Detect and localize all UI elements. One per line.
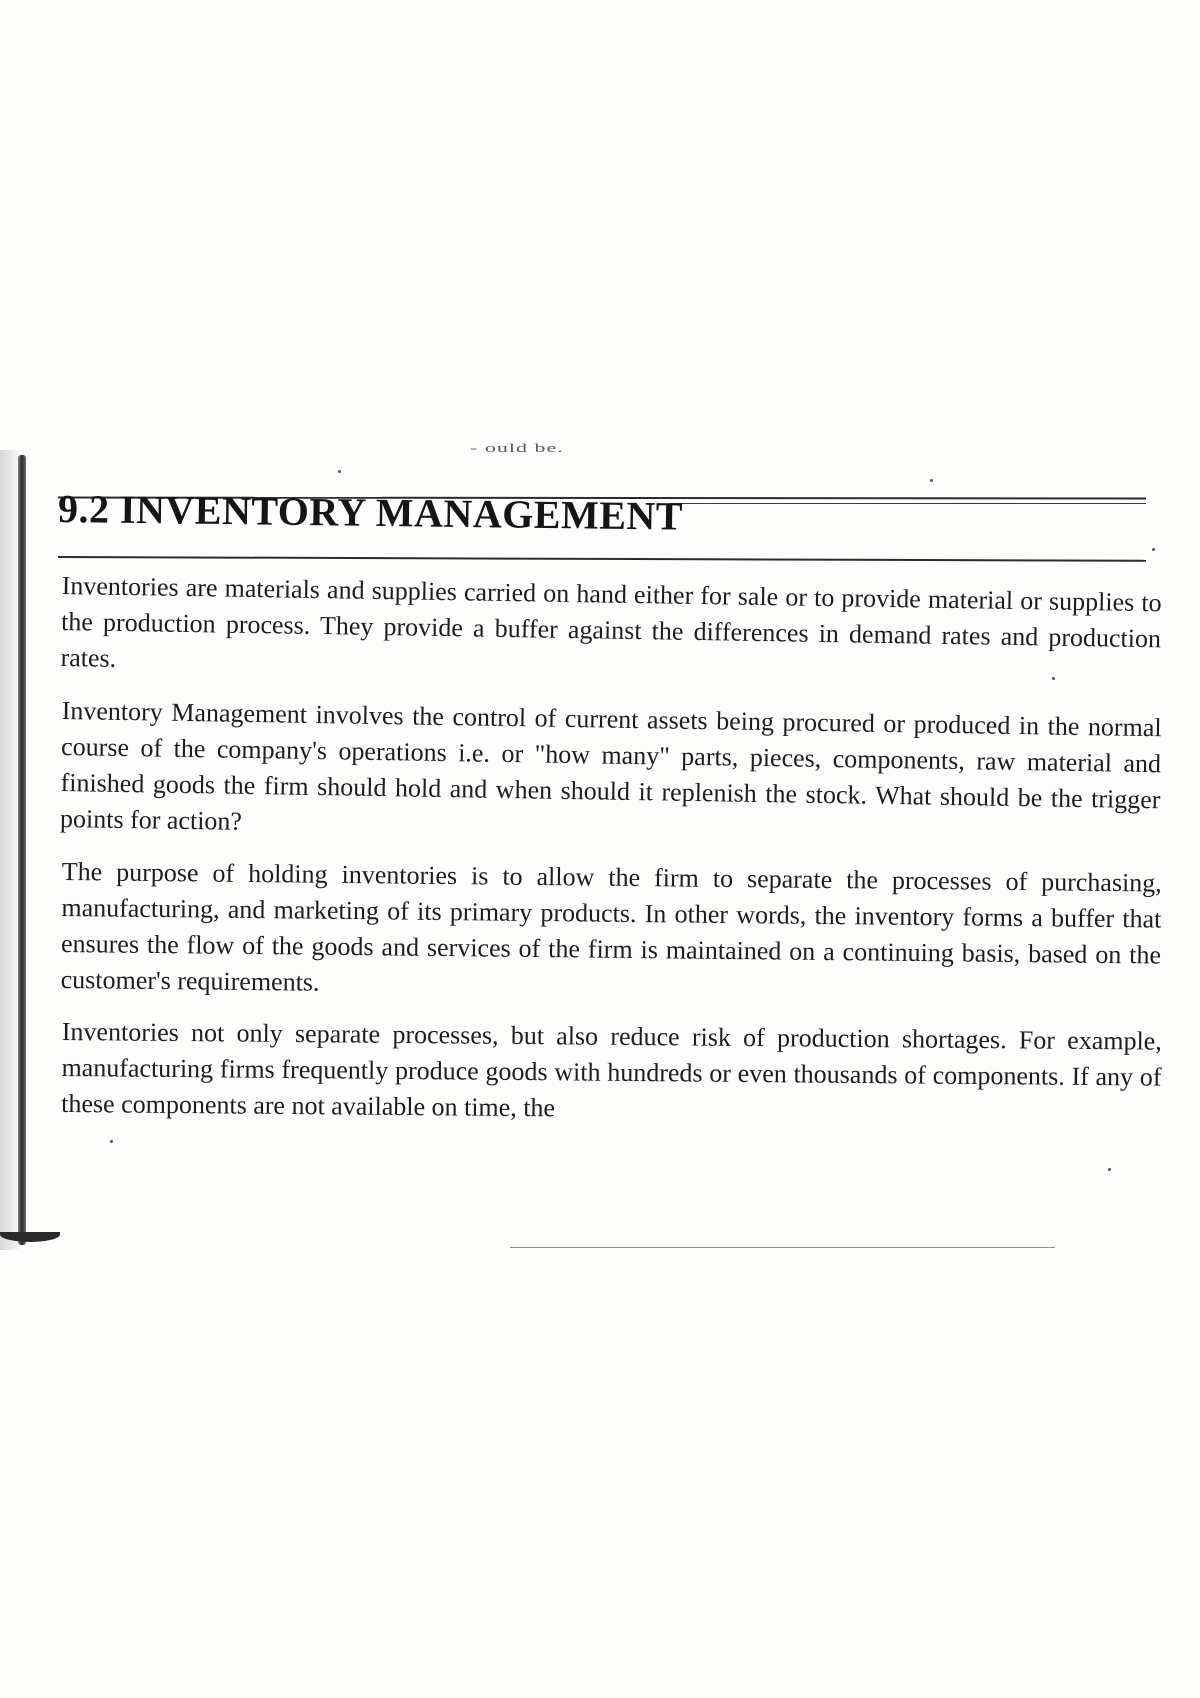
paper-speck bbox=[110, 1140, 113, 1143]
section-heading: 9.2 INVENTORY MANAGEMENT bbox=[57, 486, 684, 539]
paragraph-4: Inventories not only separate processes, but also reduce risk of production shortages. For example, manufacturing firms frequently produce goods with hundreds or even thousands of components. If any of these components are not available on time, the bbox=[61, 1016, 1162, 1123]
paper-speck bbox=[930, 479, 933, 482]
paper-speck bbox=[338, 470, 341, 473]
paper-speck bbox=[1152, 548, 1155, 551]
paper-speck bbox=[1108, 1168, 1111, 1171]
previous-line-fragment: - ould be. bbox=[470, 441, 564, 455]
heading-rule-top-thin bbox=[670, 503, 1146, 504]
book-spine-edge bbox=[18, 455, 26, 1245]
footer-rule bbox=[510, 1247, 1055, 1248]
paragraph-2: Inventory Management involves the control of current assets being procured or produced in the normal course of the company's operations i.e. or "how many" parts, pieces, components, raw material and finished goods the firm should hold and when should it replenish the stock. What should be the trigger points for action? bbox=[59, 695, 1162, 836]
paragraph-3: The purpose of holding inventories is to allow the firm to separate the processes of purchasing, manufacturing, and marketing of its primary products. In other words, the inventory forms a buffer that ensures the flow of the goods and services of the firm is maintained on a continuing basis, based on the customer's requirements. bbox=[60, 856, 1162, 997]
paragraph-1: Inventories are materials and supplies carried on hand either for sale or to provide material or supplies to the production process. They provide a buffer against the differences in demand rates and production rates. bbox=[60, 570, 1162, 673]
page-edge-shadow bbox=[0, 450, 18, 1250]
paper-speck bbox=[1052, 677, 1055, 680]
